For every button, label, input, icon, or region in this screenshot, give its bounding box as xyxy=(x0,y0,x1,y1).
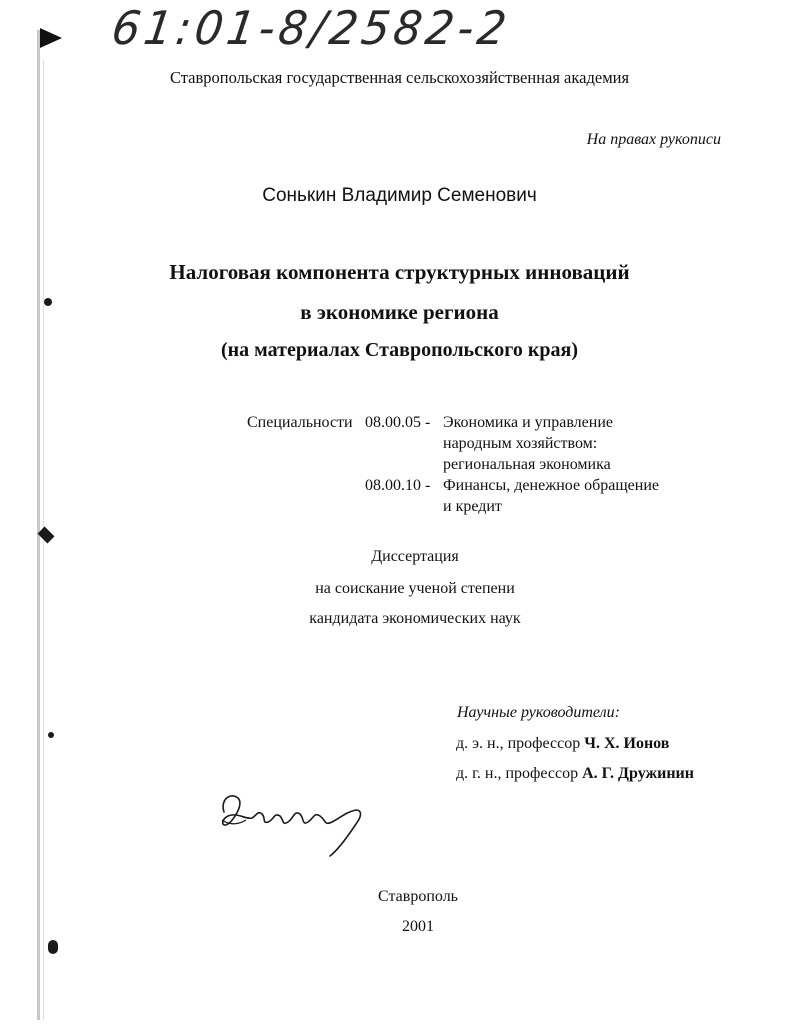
supervisors-heading: Научные руководители: xyxy=(457,704,620,721)
specialty-name-line: Экономика и управление xyxy=(443,414,613,431)
year: 2001 xyxy=(402,918,434,935)
binding-dot-mark xyxy=(48,940,58,954)
specialty-name-line: народным хозяйством: xyxy=(443,435,598,452)
specialty-code: 08.00.10 - xyxy=(365,477,431,494)
specialty-code: 08.00.05 - xyxy=(365,414,431,431)
binding-hole-mark xyxy=(40,28,62,48)
dissertation-label: Диссертация xyxy=(371,548,459,565)
title-line-1: Налоговая компонента структурных инноваций xyxy=(169,260,630,284)
manuscript-rights-note: На правах рукописи xyxy=(586,131,721,148)
supervisor-title: д. э. н., профессор xyxy=(456,735,581,752)
author-name: Сонькин Владимир Семенович xyxy=(262,185,537,206)
binding-dot-mark xyxy=(48,732,54,738)
binding-dot-mark xyxy=(38,527,55,544)
specialty-name-line: Финансы, денежное обращение xyxy=(443,477,659,494)
city: Ставрополь xyxy=(378,888,458,905)
supervisor-name: Ч. Х. Ионов xyxy=(584,735,670,752)
specialty-name-line: и кредит xyxy=(443,498,502,515)
supervisor-title: д. г. н., профессор xyxy=(456,765,579,782)
dissertation-field-line: кандидата экономических наук xyxy=(309,610,521,627)
title-line-3: (на материалах Ставропольского края) xyxy=(221,339,578,361)
archive-number: 61:01-8/2582-2 xyxy=(108,2,514,56)
title-line-2: в экономике региона xyxy=(300,300,499,324)
specialties-label: Специальности xyxy=(247,414,353,431)
supervisor-entry xyxy=(456,765,694,783)
author-signature xyxy=(216,780,376,870)
dissertation-degree-line: на соискание ученой степени xyxy=(315,580,515,597)
supervisor-name: А. Г. Дружинин xyxy=(582,765,694,782)
specialty-name-line: региональная экономика xyxy=(443,456,611,473)
scan-edge-line xyxy=(37,30,40,1020)
supervisor-entry xyxy=(456,735,669,753)
institution-name: Ставропольская государственная сельскохозяйственная академия xyxy=(169,68,630,87)
